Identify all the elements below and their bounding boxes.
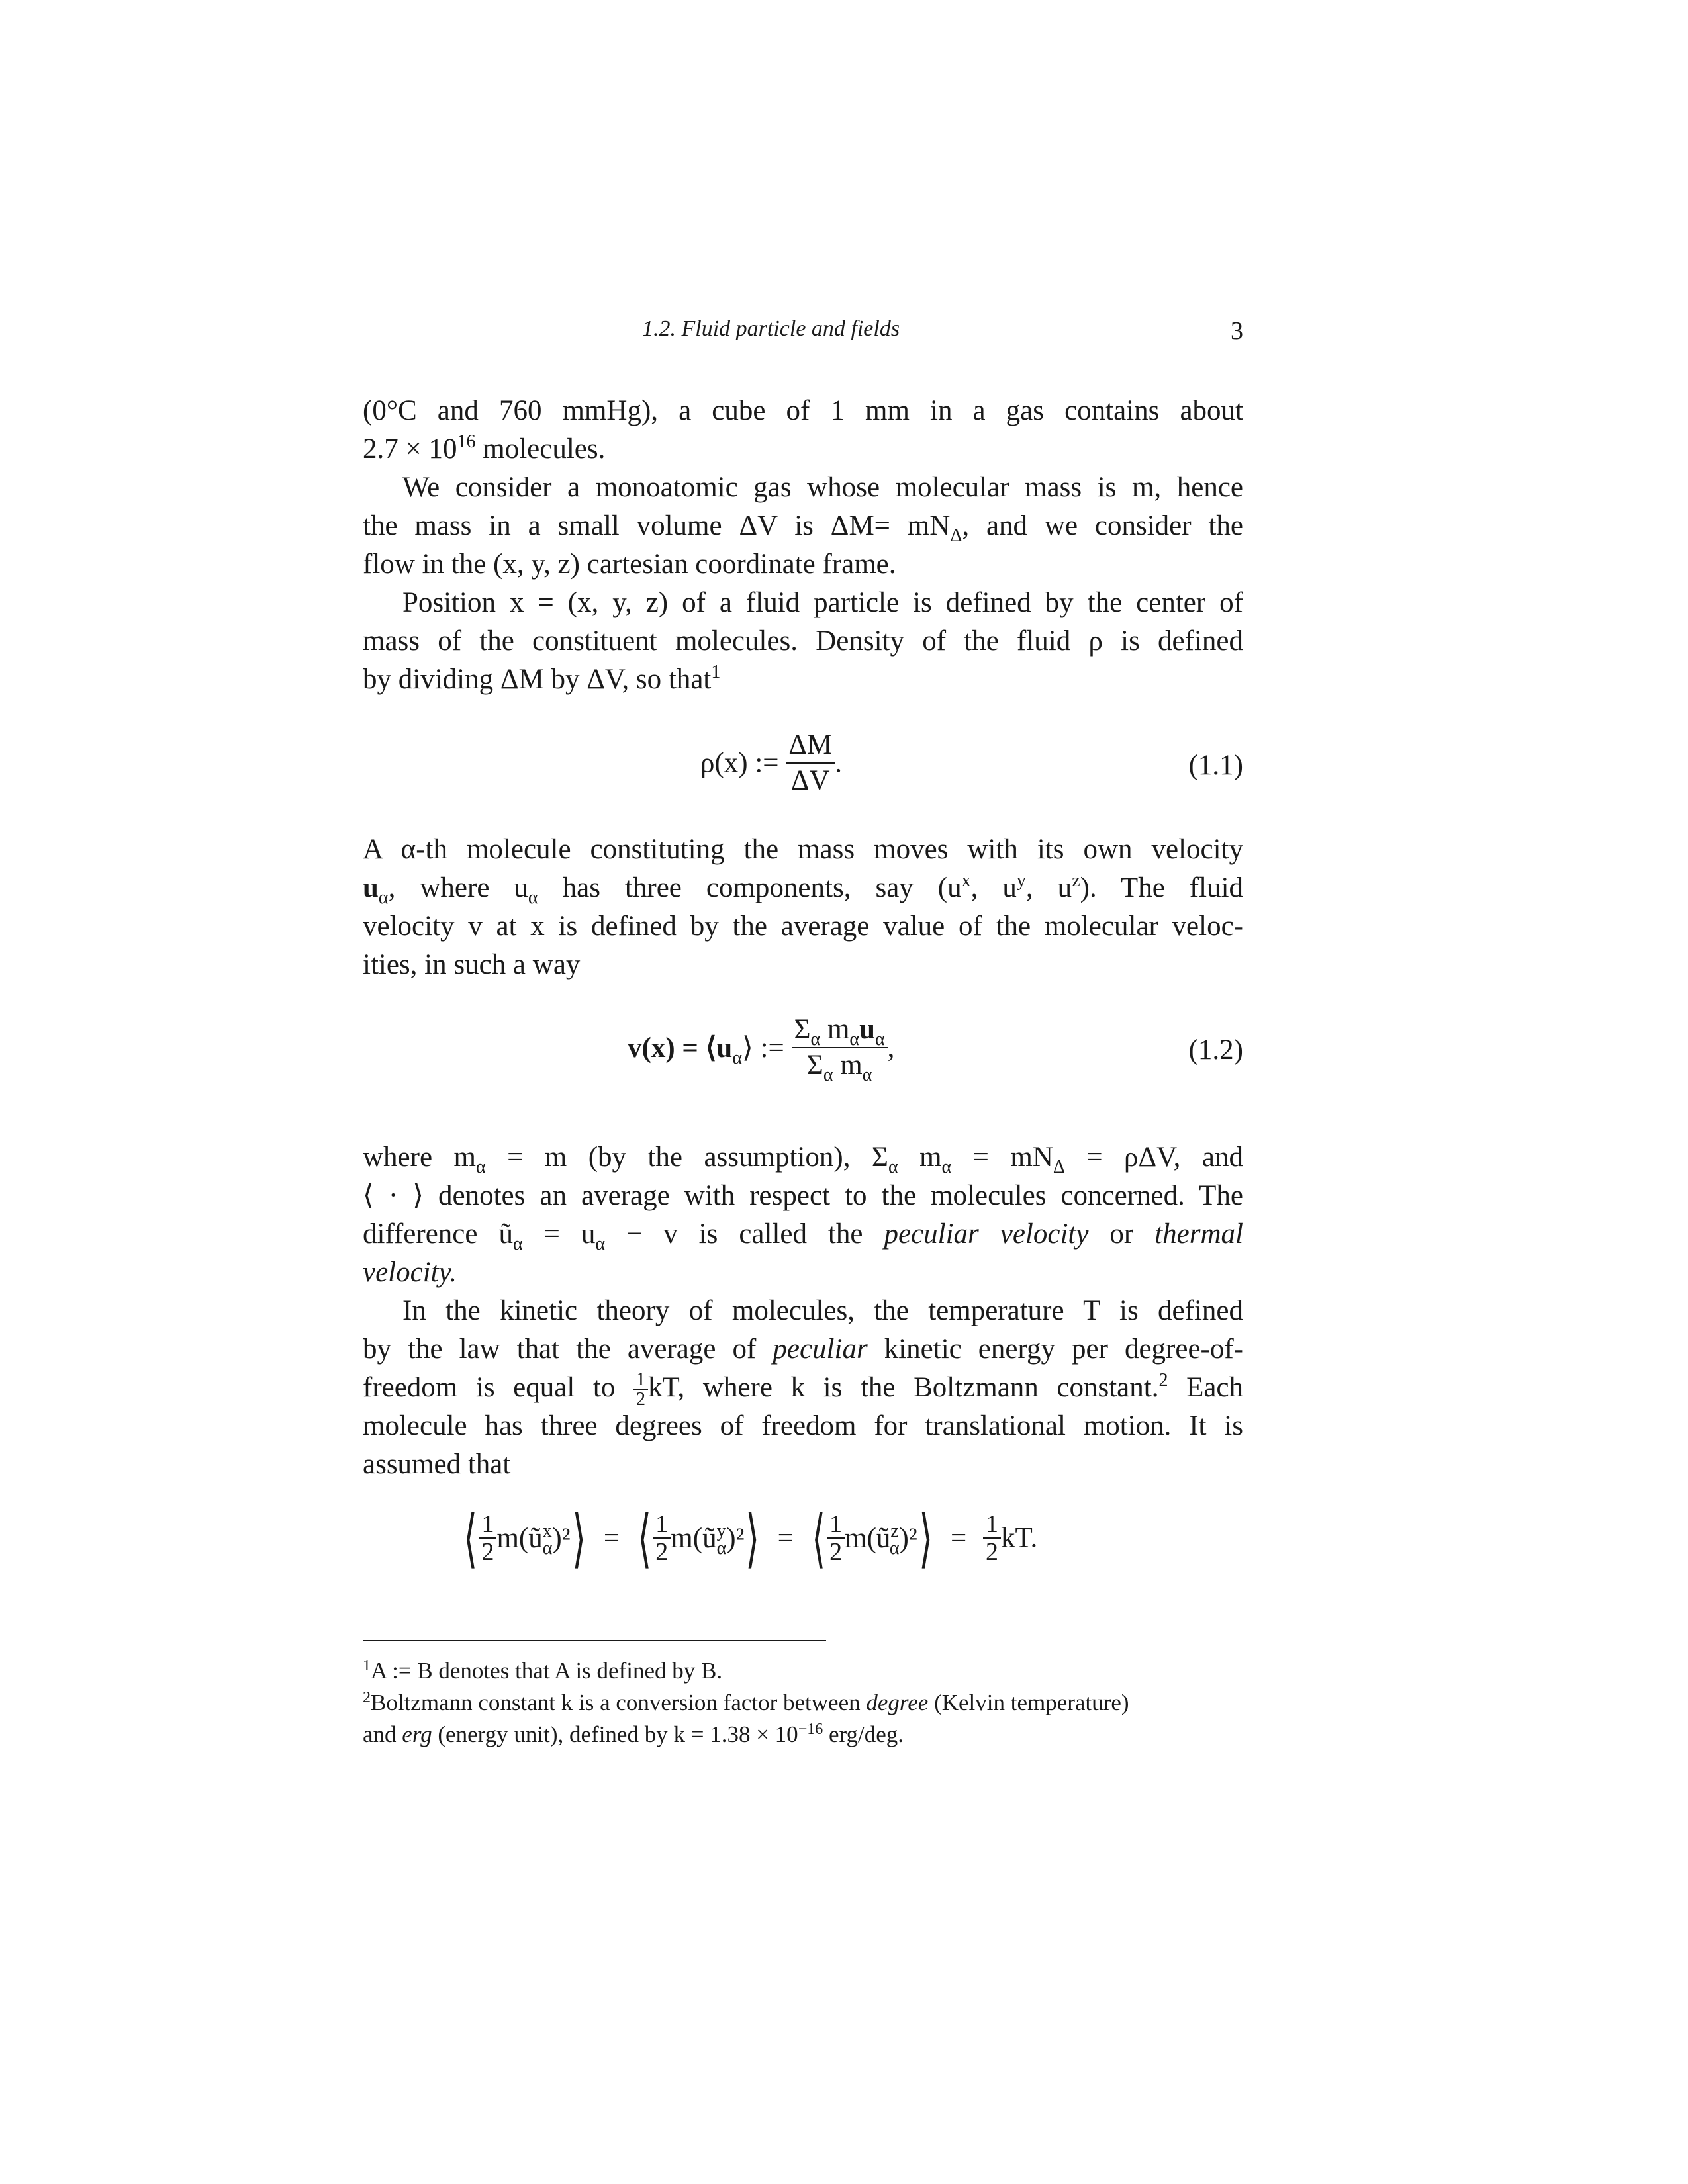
para6-line1: In the kinetic theory of molecules, the temperature T is defined	[402, 1295, 1243, 1326]
para5-line2: ⟨ · ⟩ denotes an average with respect to the molecules concerned. The	[363, 1180, 1243, 1211]
para2-line3: flow in the (x, y, z) cartesian coordinate frame.	[363, 549, 896, 580]
eq3-body: ⟨ $\frac{1}{2}$ $m(ũ^x_\alpha)^2⟩$ = ⟨ $\frac{1}{2}$ $m(ũ^y_\alpha)^2⟩$ = ⟨ $\frac{1}{2}$ $m(ũ^z_\alpha)^2⟩$ = $\frac{1}{2}$ kT.	[463, 1503, 1038, 1574]
eq1-label: (1.1)	[1188, 750, 1243, 781]
para1-line2: $2.7 \times 10^{16}$ molecules.	[363, 432, 606, 465]
eq2-label: (1.2)	[1188, 1034, 1243, 1066]
para6-line5: assumed that	[363, 1449, 511, 1480]
eq1-numerator: ΔM	[786, 728, 835, 764]
eq1-lhs: ρ(x) :=	[700, 747, 779, 779]
footnote-2: $^2$Boltzmann constant k is a conversion factor between degree (Kelvin temperature)	[363, 1689, 1129, 1715]
eq2-denominator: $\Sigma_\alpha$ $m_\alpha$	[806, 1050, 872, 1085]
equation-equipartition	[363, 1501, 1243, 1587]
para4-line2: $u_\alpha$, where $u_\alpha$ has three components, say ($u^x$, $u^y$, $u^z$). The fluid	[363, 870, 1244, 908]
eq2-fraction	[792, 1013, 888, 1083]
para3-line3: by dividing ΔM by ΔV, so that$^1$	[363, 662, 721, 695]
footnote-2-line2: and erg (energy unit), defined by $k = 1.38 \times 10^{-16}$ erg/deg.	[363, 1721, 904, 1747]
equation-1-1	[363, 728, 1243, 807]
eq2-lhs: $v(x) = ⟨u_\alpha⟩$ :=	[628, 1032, 784, 1068]
eq2-numerator: $\Sigma_\alpha$ $m_\alpha u_\alpha$	[792, 1013, 888, 1048]
footnote-1: $^1$A := B denotes that A is defined by B.	[363, 1657, 723, 1684]
para6-line2: by the law that the average of peculiar kinetic energy per degree-of-	[363, 1334, 1243, 1365]
running-title: 1.2. Fluid particle and fields	[642, 316, 900, 341]
para4-line3: velocity v at x is defined by the average value of the molecular veloc-	[363, 911, 1243, 942]
para3-line1: Position x = (x, y, z) of a fluid particle is defined by the center of	[402, 587, 1243, 618]
equation-1-2	[363, 1013, 1243, 1092]
para4-line4: ities, in such a way	[363, 949, 581, 980]
para6-line3: freedom is equal to $\frac{1}{2}$ kT, where k is the Boltzmann constant.$^2$ Each	[363, 1369, 1244, 1410]
para2-line2: the mass in a small volume ΔV is $\Delta M= mN_\Delta$, and we consider the	[363, 510, 1243, 546]
para5-line3: difference $ũ_\alpha = u_\alpha - v$ is called the peculiar velocity or thermal	[363, 1218, 1243, 1254]
eq1-fraction	[786, 728, 835, 798]
para5-line4: velocity.	[363, 1257, 457, 1288]
page-number: 3	[1231, 317, 1243, 345]
eq1-denominator: ΔV	[790, 765, 830, 796]
para4-line1: A α-th molecule constituting the mass moves with its own velocity	[363, 834, 1243, 865]
para6-line4: molecule has three degrees of freedom for translational motion. It is	[363, 1410, 1243, 1441]
para5-line1: where $m_\alpha = m$ (by the assumption), $\Sigma_\alpha$ $m_\alpha = mN_\Delta = \rho\Delta V$, and	[363, 1142, 1243, 1177]
para3-line2: mass of the constituent molecules. Density of the fluid ρ is defined	[363, 625, 1243, 657]
para2-line1: We consider a monoatomic gas whose molecular mass is m, hence	[402, 472, 1243, 503]
para1-line1: (0°C and 760 mmHg), a cube of 1 mm in a gas contains about	[363, 395, 1243, 426]
footnote-rule	[363, 1640, 826, 1641]
eq2-tail: ,	[887, 1032, 895, 1064]
running-header	[363, 316, 1243, 356]
eq1-tail: .	[835, 747, 842, 779]
